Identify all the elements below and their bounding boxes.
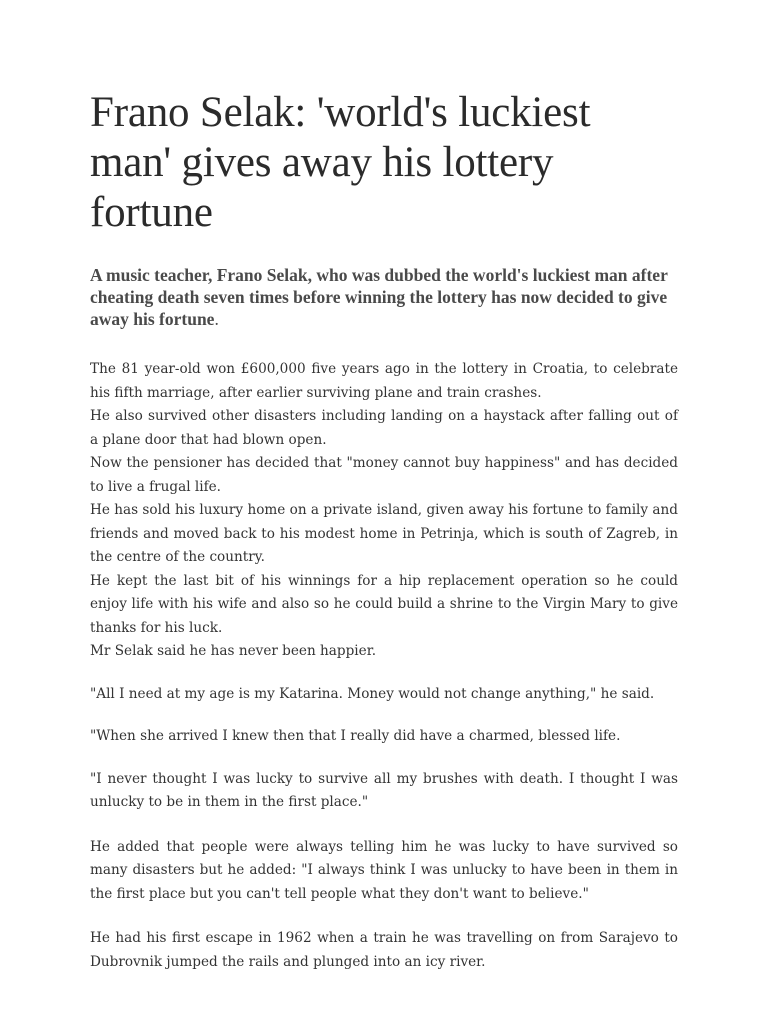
body-paragraph-frugal: Now the pensioner has decided that "money cannot buy happiness" and has decided to live a frugal life. xyxy=(90,455,678,495)
body-paragraph-happier: Mr Selak said he has never been happier. xyxy=(90,643,377,659)
quote-brushes-with-death: "I never thought I was lucky to survive all my brushes with death. I thought I was unlucky to be in them in the first place." xyxy=(90,770,678,810)
quote-katarina: "All I need at my age is my Katarina. Money would not change anything," he said. xyxy=(90,685,655,702)
standfirst-text: A music teacher, Frano Selak, who was dubbed the world's luckiest man after cheating death seven times before winning the lottery has now decided to give away his fortune xyxy=(90,265,668,329)
body-paragraph-haystack: He also survived other disasters including landing on a haystack after falling out of a plane door that had blown open. xyxy=(90,408,678,448)
article-standfirst xyxy=(90,264,678,330)
quote-charmed-life: "When she arrived I knew then that I really did have a charmed, blessed life. xyxy=(90,728,621,744)
body-paragraph-lottery: The 81 year-old won £600,000 five years ago in the lottery in Croatia, to celebrate his fifth marriage, after earlier surviving plane and train crashes. xyxy=(90,361,678,401)
paragraph-first-escape: He had his first escape in 1962 when a train he was travelling on from Sarajevo to Dubrovnik jumped the rails and plunged into an icy river. xyxy=(90,930,678,970)
standfirst-end: . xyxy=(214,309,219,329)
body-paragraph-winnings: He kept the last bit of his winnings for a hip replacement operation so he could enjoy life with his wife and also so he could build a shrine to the Virgin Mary to give thanks for his luck. xyxy=(90,572,678,636)
article xyxy=(90,88,678,974)
body-paragraph-home: He has sold his luxury home on a private island, given away his fortune to family and friends and moved back to his modest home in Petrinja, which is south of Zagreb, in the centre of the country. xyxy=(90,502,678,565)
article-headline: Frano Selak: 'world's luckiest man' gives away his lottery fortune xyxy=(90,89,591,236)
paragraph-people-telling: He added that people were always telling him he was lucky to have survived so many disasters but he added: "I always think I was unlucky to have been in them in the first place but you can't tell people what they don't want to believe." xyxy=(90,838,678,902)
article-body-block xyxy=(90,358,678,664)
